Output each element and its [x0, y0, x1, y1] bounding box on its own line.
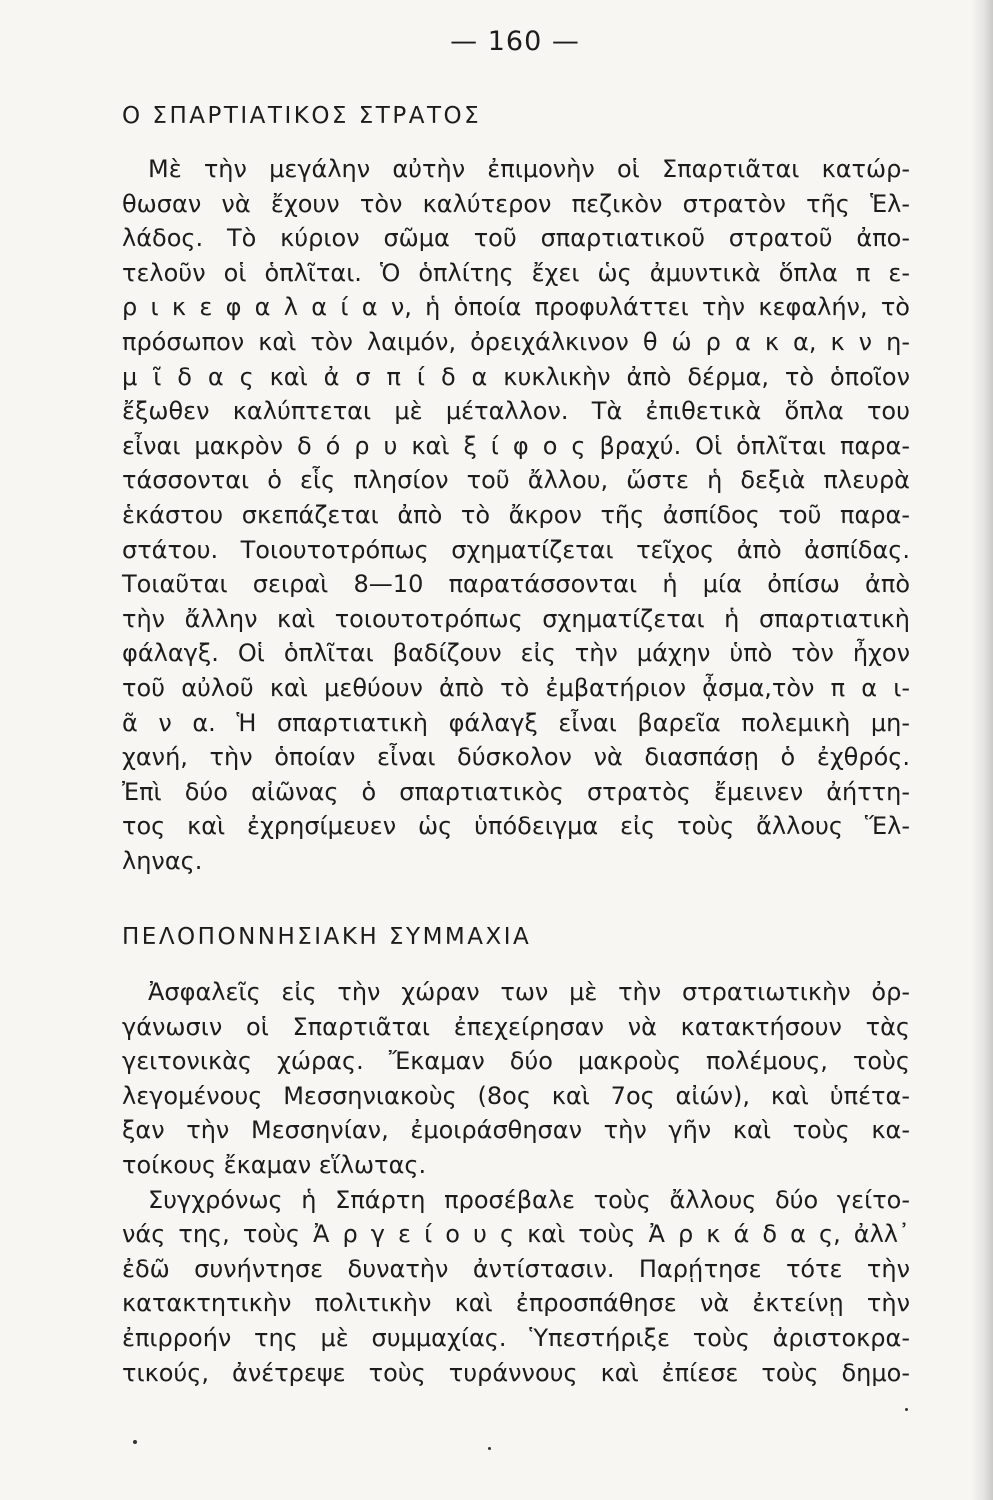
text-line: στάτου. Τοιουτοτρόπως σχηματίζεται τεῖχος ἀπὸ ἀσπίδας.: [122, 535, 910, 564]
text-line: τὴν ἄλλην καὶ τοιουτοτρόπως σχηματίζεται ἡ σπαρτιατικὴ: [122, 604, 910, 633]
text-line: ληνας.: [122, 846, 203, 875]
text-line: γειτονικὰς χώρας. Ἔκαμαν δύο μακροὺς πολέμους, τοὺς: [122, 1047, 910, 1076]
text-line: ἑκάστου σκεπάζεται ἀπὸ τὸ ἄκρον τῆς ἀσπίδος τοῦ παρα-: [122, 500, 910, 529]
text-line: τοίκους ἔκαμαν εἵλωτας.: [122, 1150, 427, 1179]
text-line: λεγομένους Μεσσηνιακοὺς (8ος καὶ 7ος αἰών), καὶ ὑπέτα-: [122, 1081, 910, 1110]
text-line: τελοῦν οἱ ὁπλῖται. Ὁ ὁπλίτης ἔχει ὡς ἀμυντικὰ ὅπλα π ε-: [122, 258, 910, 287]
text-line: κατακτητικὴν πολιτικὴν καὶ ἐπροσπάθησε νὰ ἐκτείνῃ τὴν: [122, 1289, 910, 1318]
text-line: Μὲ τὴν μεγάλην αὐτὴν ἐπιμονὴν οἱ Σπαρτιᾶται κατώρ-: [148, 155, 910, 183]
text-line: γάνωσιν οἱ Σπαρτιᾶται ἐπεχείρησαν νὰ κατακτήσουν τὰς: [122, 1012, 910, 1041]
speck: [133, 1440, 137, 1444]
text-line: Ἐπὶ δύο αἰῶνας ὁ σπαρτιατικὸς στρατὸς ἔμεινεν ἀήττη-: [122, 777, 910, 806]
text-line: χανή, τὴν ὁποίαν εἶναι δύσκολον νὰ διασπάσῃ ὁ ἐχθρός.: [122, 743, 910, 772]
text-line: ἐπιρροήν της μὲ συμμαχίας. Ὑπεστήριξε τοὺς ἀριστοκρα-: [122, 1323, 910, 1352]
text-line: θωσαν νὰ ἔχουν τὸν καλύτερον πεζικὸν στρατὸν τῆς Ἑλ-: [122, 189, 910, 218]
speck: [488, 1447, 491, 1450]
text-line: τοῦ αὐλοῦ καὶ μεθύουν ἀπὸ τὸ ἐμβατήριον ᾆσμα,τὸν π α ι-: [122, 673, 910, 702]
text-line: Ἀσφαλεῖς εἰς τὴν χώραν των μὲ τὴν στρατιωτικὴν ὀρ-: [148, 978, 910, 1006]
speck: [905, 1408, 908, 1411]
text-line: ἔξωθεν καλύπτεται μὲ μέταλλον. Τὰ ἐπιθετικὰ ὅπλα του: [122, 397, 910, 426]
text-line: τικούς, ἀνέτρεψε τοὺς τυράννους καὶ ἐπίεσε τοὺς δημο-: [122, 1358, 910, 1387]
text-line: εἶναι μακρὸν δ ό ρ υ καὶ ξ ί φ ο ς βραχύ. Οἱ ὁπλῖται παρα-: [122, 431, 910, 460]
text-line: τάσσονται ὁ εἷς πλησίον τοῦ ἄλλου, ὥστε ἡ δεξιὰ πλευρὰ: [122, 466, 910, 495]
text-line: Τοιαῦται σειραὶ 8—10 παρατάσσονται ἡ μία ὀπίσω ἀπὸ: [122, 570, 910, 599]
paragraph-spartan-army: [122, 152, 910, 878]
paragraph-peloponnesian-league: [122, 975, 910, 1390]
book-spine-shadow: [971, 0, 993, 1500]
text-line: μ ῖ δ α ς καὶ ἀ σ π ί δ α κυκλικὴν ἀπὸ δέρμα, τὸ ὁποῖον: [122, 362, 910, 391]
text-line: φάλαγξ. Οἱ ὁπλῖται βαδίζουν εἰς τὴν μάχην ὑπὸ τὸν ἦχον: [122, 639, 910, 668]
text-line: λάδος. Τὸ κύριον σῶμα τοῦ σπαρτιατικοῦ στρατοῦ ἀπο-: [122, 224, 910, 253]
text-line: ἐδῶ συνήντησε δυνατὴν ἀντίστασιν. Παρῄτησε τότε τὴν: [122, 1254, 910, 1283]
text-line: ρ ι κ ε φ α λ α ί α ν, ἡ ὁποία προφυλάττει τὴν κεφαλήν, τὸ: [122, 293, 910, 322]
text-line: ξαν τὴν Μεσσηνίαν, ἐμοιράσθησαν τὴν γῆν καὶ τοὺς κα-: [122, 1116, 910, 1145]
section-heading-peloponnesian-league: ΠΕΛΟΠΟΝΝΗΣΙΑΚΗ ΣΥΜΜΑΧΙΑ: [122, 924, 532, 950]
text-line: Συγχρόνως ἡ Σπάρτη προσέβαλε τοὺς ἄλλους δύο γείτο-: [148, 1185, 910, 1214]
page-number: — 160 —: [450, 26, 580, 57]
text-line: νάς της, τοὺς Ἀ ρ γ ε ί ο υ ς καὶ τοὺς Ἀ ρ κ ά δ α ς, ἀλλ᾿: [122, 1220, 910, 1249]
text-line: τος καὶ ἐχρησίμευεν ὡς ὑπόδειγμα εἰς τοὺς ἄλλους Ἕλ-: [122, 812, 910, 841]
text-line: πρόσωπον καὶ τὸν λαιμόν, ὀρειχάλκινον θ ώ ρ α κ α, κ ν η-: [122, 327, 910, 356]
section-heading-spartan-army: Ο ΣΠΑΡΤΙΑΤΙΚΟΣ ΣΤΡΑΤΟΣ: [122, 103, 482, 129]
text-line: ᾶ ν α. Ἡ σπαρτιατικὴ φάλαγξ εἶναι βαρεῖα πολεμικὴ μη-: [122, 708, 910, 737]
